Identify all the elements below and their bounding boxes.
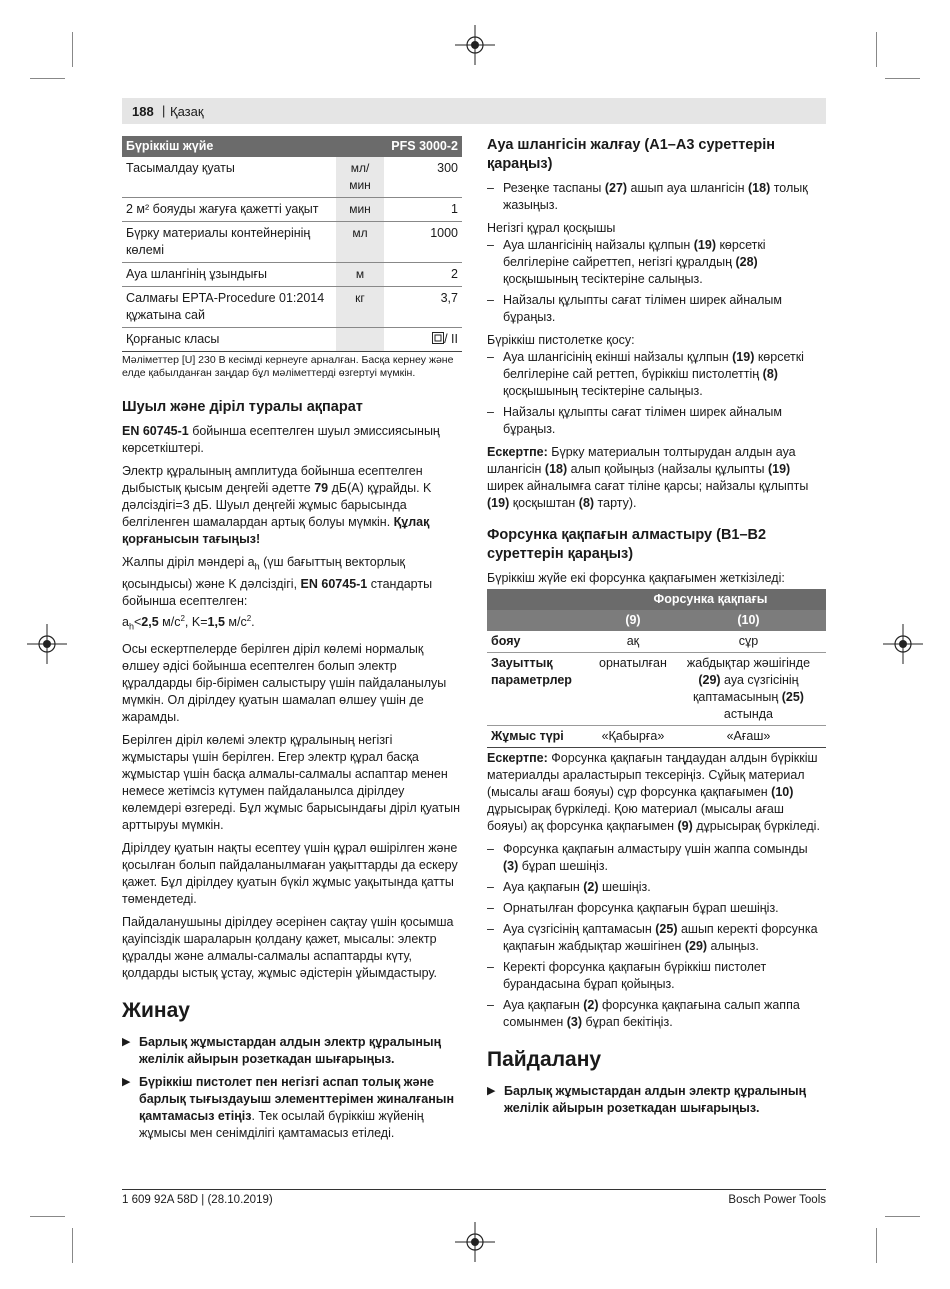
noise-paragraph: Жалпы діріл мәндері $a_h$ (үш бағыттың векторлық қосындысы) және K дәлсіздігі, EN 60745-1 стандарты бойынша есептелген: xyxy=(122,555,433,608)
crosshair-icon xyxy=(27,624,67,664)
assembly-heading: Жинау xyxy=(122,999,190,1023)
page-header xyxy=(122,98,826,124)
row-label: Зауыттық параметрлер xyxy=(487,653,595,726)
footer-doc-id: 1 609 92A 58D | (28.10.2019) xyxy=(122,1194,273,1206)
vibration-values: $a_h<2,5$ $м/с^2$, K=1,5 $м/с^2$. xyxy=(122,613,255,632)
assembly-list xyxy=(122,1034,462,1142)
list-item: ▶ Бүріккіш пистолет пен негізгі аспап толық және барлық тығыздауыш элементтерімен жиналғанын қамтамасыз етіңіз. Тек осылай бүріккіш жүйенің жұмысы мен сенімділігі қамтамасыз етіледі. xyxy=(122,1075,454,1141)
spec-unit: мин xyxy=(336,198,384,222)
spec-unit: м xyxy=(336,263,384,287)
crop-mark xyxy=(876,32,877,67)
crosshair-icon xyxy=(455,25,495,65)
row-label: бояу xyxy=(487,631,595,653)
table-row xyxy=(122,263,462,287)
spec-value xyxy=(384,328,462,352)
nozzle-steps xyxy=(487,841,826,1031)
crop-mark xyxy=(885,1216,920,1217)
subsection-label: Бүріккіш пистолетке қосу: xyxy=(487,333,635,347)
spec-value: 2 xyxy=(384,263,462,287)
spec-value: 1000 xyxy=(384,222,462,263)
crop-mark xyxy=(885,78,920,79)
spec-table-header xyxy=(122,136,462,157)
spec-value: 300 xyxy=(384,157,462,198)
cell: «Қабырға» xyxy=(595,726,671,748)
usage-list xyxy=(487,1083,826,1117)
list-item: – Найзалы құлыпты сағат тілімен ширек айналым бұраңыз. xyxy=(487,404,826,438)
crop-mark xyxy=(30,78,65,79)
crop-mark xyxy=(876,1228,877,1263)
list-item: – Ауа шлангісінің екінші найзалы құлпын (19) көрсеткі белгілеріне сай реттеп, бүріккіш пистолеттің (8) қосқышының тесіктеріне салыңыз. xyxy=(487,349,826,400)
nozzle-col-10: (10) xyxy=(671,610,826,631)
spec-label: Тасымалдау қуаты xyxy=(122,157,336,198)
crop-mark xyxy=(72,1228,73,1263)
list-item: – Орнатылған форсунка қақпағын бұрап шешіңіз. xyxy=(487,900,826,917)
noise-heading: Шуыл және діріл туралы ақпарат xyxy=(122,399,363,415)
air-hose-steps xyxy=(487,180,826,214)
main-tool-steps xyxy=(487,237,826,326)
table-row xyxy=(122,328,462,352)
triangle-right-icon: ▶ xyxy=(122,1036,131,1049)
footer-brand: Bosch Power Tools xyxy=(728,1194,826,1206)
table-row xyxy=(487,726,826,748)
list-item: – Форсунка қақпағын алмастыру үшін жаппа сомынды (3) бұрап шешіңіз. xyxy=(487,841,826,875)
row-label: Жұмыс түрі xyxy=(487,726,595,748)
spec-label: Қорғаныс класы xyxy=(122,328,336,352)
noise-paragraph: EN 60745-1 бойынша есептелген шуыл эмиссиясының көрсеткіштері. xyxy=(122,424,440,455)
triangle-right-icon: ▶ xyxy=(487,1085,496,1097)
footer-divider xyxy=(122,1189,826,1190)
table-row xyxy=(122,222,462,263)
double-insulation-icon xyxy=(432,332,444,344)
protection-class-value: / II xyxy=(444,332,458,346)
cell: ақ xyxy=(595,631,671,653)
page-number: 188 xyxy=(132,104,154,119)
header-separator: | xyxy=(162,103,166,118)
noise-paragraph: Дірілдеу қуатын нақты есептеу үшін құрал өшірілген және қосылған болып пайдаланылмаған уақыттарды да ескеру қажет. Бұл дірілдеу қуатын бүкіл жұмыс уақытында қатты төмендетеді. xyxy=(122,841,458,907)
spec-note: Мәліметтер [U] 230 В кесімді кернеуге арналған. Басқа кернеу және елде қабылданған заңдар бұл мәліметтерді өзгертуі мүмкін. xyxy=(122,354,454,379)
spec-value: 3,7 xyxy=(384,287,462,328)
spec-table-model: PFS 3000-2 xyxy=(384,136,462,157)
list-item: – Ауа қақпағын (2) форсунка қақпағына салып жаппа сомынмен (3) бұрап бекітіңіз. xyxy=(487,997,826,1031)
cell: жабдықтар жәшігінде (29) ауа сүзгісінің қаптамасының (25) астында xyxy=(671,653,826,726)
table-row xyxy=(487,653,826,726)
nozzle-heading: Форсунка қақпағын алмастыру (B1–B2 суреттерін қараңыз) xyxy=(487,527,767,562)
language-label: Қазақ xyxy=(170,104,204,119)
list-item: – Резеңке таспаны (27) ашып ауа шлангісін (18) толық жазыңыз. xyxy=(487,180,826,214)
noise-paragraph: Электр құралының амплитуда бойынша есептелген дыбыстық қысым деңгейі әдетте 79 дБ(A) құрайды. K дәлсіздігі=3 дБ. Шуыл деңгейі жұмыс барысында белгіленген шамалардан артық болуы мүмкін. Құлақ қорғанысын тағыңыз! xyxy=(122,464,432,546)
spec-unit: мл/мин xyxy=(336,157,384,198)
cell: «Ағаш» xyxy=(671,726,826,748)
list-item: – Керекті форсунка қақпағын бүріккіш пистолет бурандасына бұрап қойыңыз. xyxy=(487,959,826,993)
nozzle-table-title: Форсунка қақпағы xyxy=(595,589,826,610)
list-item: – Ауа шлангісінің найзалы құлпын (19) көрсеткі белгілеріне сайреттеп, негізгі құралдың (28) қосқышының тесіктеріне салыңыз. xyxy=(487,237,826,288)
triangle-right-icon: ▶ xyxy=(122,1076,131,1089)
list-item: – Ауа сүзгісінің қаптамасын (25) ашып керекті форсунка қақпағын жабдықтар жәшігінен (29) алыңыз. xyxy=(487,921,826,955)
air-hose-heading: Ауа шлангісін жалғау (A1–A3 суреттерін қараңыз) xyxy=(487,137,776,172)
left-column xyxy=(122,136,462,1148)
spec-label: Бүрку материалы контейнерінің көлемі xyxy=(122,222,336,263)
crop-mark xyxy=(72,32,73,67)
list-item: ▶ Барлық жұмыстардан алдын электр құралының желілік айырын розеткадан шығарыңыз. xyxy=(122,1035,442,1067)
crosshair-icon xyxy=(455,1222,495,1262)
table-row xyxy=(487,631,826,653)
spec-label: Ауа шлангінің ұзындығы xyxy=(122,263,336,287)
spec-value: 1 xyxy=(384,198,462,222)
cell: орнатылған xyxy=(595,653,671,726)
table-row xyxy=(122,287,462,328)
note-paragraph: Ескертпе: Форсунка қақпағын таңдаудан алдын бүріккіш материалды араластырып тексеріңіз. Сұйық материал (мысалы ағаш бояуы) сұр форсунка қақпағымен (10) дұрысырақ бүркіледі. Қою материал (мысалы ағаш бояуы) ақ форсунка қақпағымен (9) дұрысырақ бүркіледі. xyxy=(487,751,820,833)
spec-table-title: Бүріккіш жүйе xyxy=(122,136,384,157)
spec-unit: мл xyxy=(336,222,384,263)
list-item: ▶ Барлық жұмыстардан алдын электр құралының желілік айырын розеткадан шығарыңыз. xyxy=(487,1084,807,1115)
spec-label: 2 м² бояуды жағуға қажетті уақыт xyxy=(122,198,336,222)
noise-paragraph: Осы ескертпелерде берілген діріл көлемі нормалық өлшеу әдісі бойынша есептелген болып электр құралдарды бір-бірімен салыстыру үшін пайдаланылуы мүмкін. Ол дірілдеу қуатын шамалап өлшеу үшін де жарамды. xyxy=(122,642,447,725)
spec-table xyxy=(122,136,462,352)
crosshair-icon xyxy=(883,624,923,664)
cell: сұр xyxy=(671,631,826,653)
crop-mark xyxy=(30,1216,65,1217)
usage-heading: Пайдалану xyxy=(487,1048,602,1071)
spec-label: Салмағы EPTA-Procedure 01:2014 құжатына сай xyxy=(122,287,336,328)
list-item: – Найзалы құлыпты сағат тілімен ширек айналым бұраңыз. xyxy=(487,292,826,326)
list-item: – Ауа қақпағын (2) шешіңіз. xyxy=(487,879,826,896)
nozzle-table-subheader xyxy=(487,610,826,631)
spec-unit xyxy=(336,328,384,352)
spec-unit: кг xyxy=(336,287,384,328)
table-row xyxy=(122,157,462,198)
nozzle-col-9: (9) xyxy=(595,610,671,631)
subsection-label: Негізгі құрал қосқышы xyxy=(487,221,616,235)
table-row xyxy=(122,198,462,222)
nozzle-intro: Бүріккіш жүйе екі форсунка қақпағымен жеткізіледі: xyxy=(487,571,785,585)
nozzle-table-header xyxy=(487,589,826,610)
noise-paragraph: Пайдаланушыны дірілдеу әсерінен сақтау үшін қосымша қауіпсіздік шараларын қолдану қажет, мысалы: электр құралды және алмалы-салмалы аспаптарды күту, қолдарды ыстық ұстау, жұмыс әдістерін ұйымдастыру. xyxy=(122,915,454,981)
note-paragraph: Ескертпе: Бүрку материалын толтырудан алдын ауа шлангісін (18) алып қойыңыз (найзалы құлыпты (19) ширек айналымға сағат тіліне қарсы; найзалы құлыпты (19) қосқыштан (8) тарту). xyxy=(487,445,809,510)
noise-paragraph: Берілген діріл көлемі электр құралының негізгі жұмыстары үшін берілген. Егер электр құрал басқа жұмыстар үшін басқа алмалы-салмалы аспаптар менен немесе жетімсіз күтумен пайдаланылса дірілдеу көлемдері өзгереді. Бұл жұмыс барысындағы діріл қуатын арттыруы мүмкін. xyxy=(122,733,461,833)
spray-gun-steps xyxy=(487,349,826,438)
nozzle-table xyxy=(487,589,826,748)
right-column xyxy=(487,136,826,1123)
